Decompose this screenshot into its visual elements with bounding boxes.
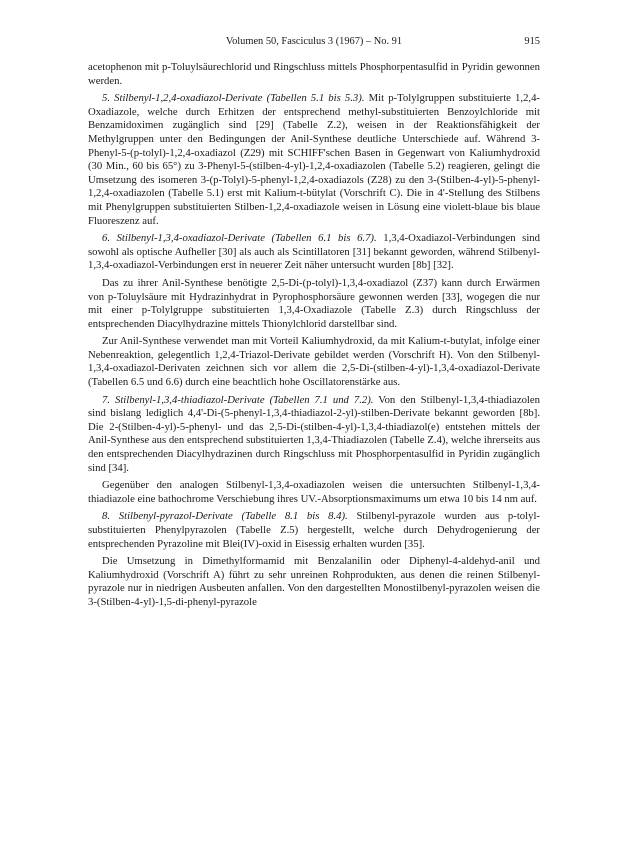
paragraph-text: acetophenon mit p-Toluylsäurechlorid und Ringschluss mittels Phosphorpentasulfid in Pyridin gewonnen werden. (88, 61, 540, 87)
section-heading: 7. Stilbenyl-1,3,4-thiadiazol-Derivate (Tabellen 7.1 und 7.2). (102, 393, 374, 406)
section-heading: 8. Stilbenyl-pyrazol-Derivate (Tabelle 8.1 bis 8.4). (102, 510, 348, 523)
section-heading: 5. Stilbenyl-1,2,4-oxadiazol-Derivate (Tabellen 5.1 bis 5.3). (102, 92, 365, 105)
body-text (88, 61, 540, 614)
paragraph-continuation (88, 61, 540, 88)
section-7-paragraph (88, 394, 540, 476)
paragraph (88, 479, 540, 506)
page-number: 915 (524, 36, 540, 47)
running-head: Volumen 50, Fasciculus 3 (1967) – No. 91 (225, 36, 403, 47)
page-header (88, 36, 540, 52)
section-heading: 6. Stilbenyl-1,3,4-oxadiazol-Derivate (Tabellen 6.1 bis 6.7). (102, 232, 377, 245)
paragraph-text: Mit p-Tolylgruppen substituierte 1,2,4-Oxadiazole, welche durch Erhitzen der entsprechend methyl-substituierten Benzoylchloride mit Benzamidoximen zugänglich sind [29] (Tabelle Z.2), weisen in der Reaktionsfähigkeit der Methylgruppen unter den Bedingungen der Anil-Synthese deutliche Unterschiede auf. Während 3-Phenyl-5-(p-tolyl)-1,2,4-oxadiazol (Z29) mit SCHIFF'schen Basen in Gegenwart von Kaliumhydroxid (30 Min., 60 bis 65°) zu 3-Phenyl-5-(stilben-4-yl)-1,2,4-oxadiazolen (Tabelle 5.2) reagieren, gelingt die Umsetzung des isomeren 3-(p-Tolyl)-5-phenyl-1,2,4-oxadiazols (Z28) zu den 3-(Stilben-4-yl)-5-phenyl-1,2,4-oxadiazolen (Tabelle 5.1) erst mit Kalium-t-bütylat (Vorschrift C). Die in 4'-Stellung des Stilbens mit Phenylgruppen substituierten Stilben-1,2,4-oxadiazole weisen in Lösung eine violett-blaue bis blaue Fluoreszenz auf. (88, 92, 540, 227)
paragraph-text: Zur Anil-Synthese verwendet man mit Vorteil Kaliumhydroxid, da mit Kalium-t-butylat, infolge einer Nebenreaktion, gelegentlich 1,2,4-Triazol-Derivate gebildet werden (Vorschrift H). Von den Stilbenyl-1,3,4-oxadiazol-Derivaten zeichnen sich vor allem die 2,5-Di-(stilben-4-yl)-1,3,4-oxadiazol-Derivate (Tabellen 6.5 und 6.6) durch eine beachtlich hohe Oscillatorenstärke aus. (88, 335, 540, 389)
section-6-paragraph (88, 232, 540, 273)
paragraph (88, 335, 540, 389)
section-8-paragraph (88, 510, 540, 551)
paragraph-text: Gegenüber den analogen Stilbenyl-1,3,4-oxadiazolen weisen die untersuchten Stilbenyl-1,3,4-thiadiazole eine bathochrome Verschiebung ihres UV.-Absorptionsmaximums um etwa 10 bis 14 nm auf. (88, 479, 540, 505)
paragraph-text: Stilbenyl-pyrazole wurden aus p-tolyl-substituierten Phenylpyrazolen (Tabelle Z.5) hergestellt, welche durch Dehydrogenierung der entsprechenden Pyrazoline mit Blei(IV)-oxid in Eisessig erhalten wurden [35]. (88, 510, 540, 550)
paragraph-text: Das zu ihrer Anil-Synthese benötigte 2,5-Di-(p-tolyl)-1,3,4-oxadiazol (Z37) kann durch Erwärmen von p-Toluylsäure mit Hydrazinhydrat in Pyrophosphorsäure gewonnen werden [33], wogegen die nur mit einer p-Tolylgruppe substituierten 1,3,4-Oxadiazole (Tabelle Z.3) durch Ringschluss der entsprechenden Diacylhydrazine mittels Thionylchlorid darstellbar sind. (88, 276, 540, 330)
paragraph (88, 277, 540, 331)
paragraph-text: Die Umsetzung in Dimethylformamid mit Benzalanilin oder Diphenyl-4-aldehyd-anil und Kaliumhydroxid (Vorschrift A) führt zu sehr unreinen Rohprodukten, aus denen die reinen Stilbenyl-pyrazole nur in niedrigen Ausbeuten anfallen. Von den dargestellten Monostilbenyl-pyrazolen weisen die 3-(Stilben-4-yl)-1,5-di-phenyl-pyrazole (88, 555, 540, 608)
paragraph (88, 555, 540, 609)
section-5-paragraph (88, 92, 540, 228)
paragraph-text: Von den Stilbenyl-1,3,4-thiadiazolen sind bislang lediglich 4,4'-Di-(5-phenyl-1,3,4-thiadiazol-2-yl)-stilben-Derivate bekannt geworden [8b]. Die 2-(Stilben-4-yl)-5-phenyl- und das 2,5-Di-(stilben-4-yl)-1,3,4-thiadiazol(e) entstehen mittels der Anil-Synthese aus den entsprechend substituierten 1,3,4-Thiadiazolen (Tabelle Z.4), welche ihrerseits aus den entsprechenden Diacylhydrazinen durch Ringschluss mit Phosphorpentasulfid in Pyridin zugänglich sind [34]. (88, 393, 540, 474)
paragraph-text: 1,3,4-Oxadiazol-Verbindungen sind sowohl als optische Aufheller [30] als auch als Scintillatoren [31] bekannt geworden, während Stilbenyl-1,3,4-oxadiazol-Verbindungen erst in neuerer Zeit näher untersucht wurden [8b] [32]. (88, 232, 540, 272)
